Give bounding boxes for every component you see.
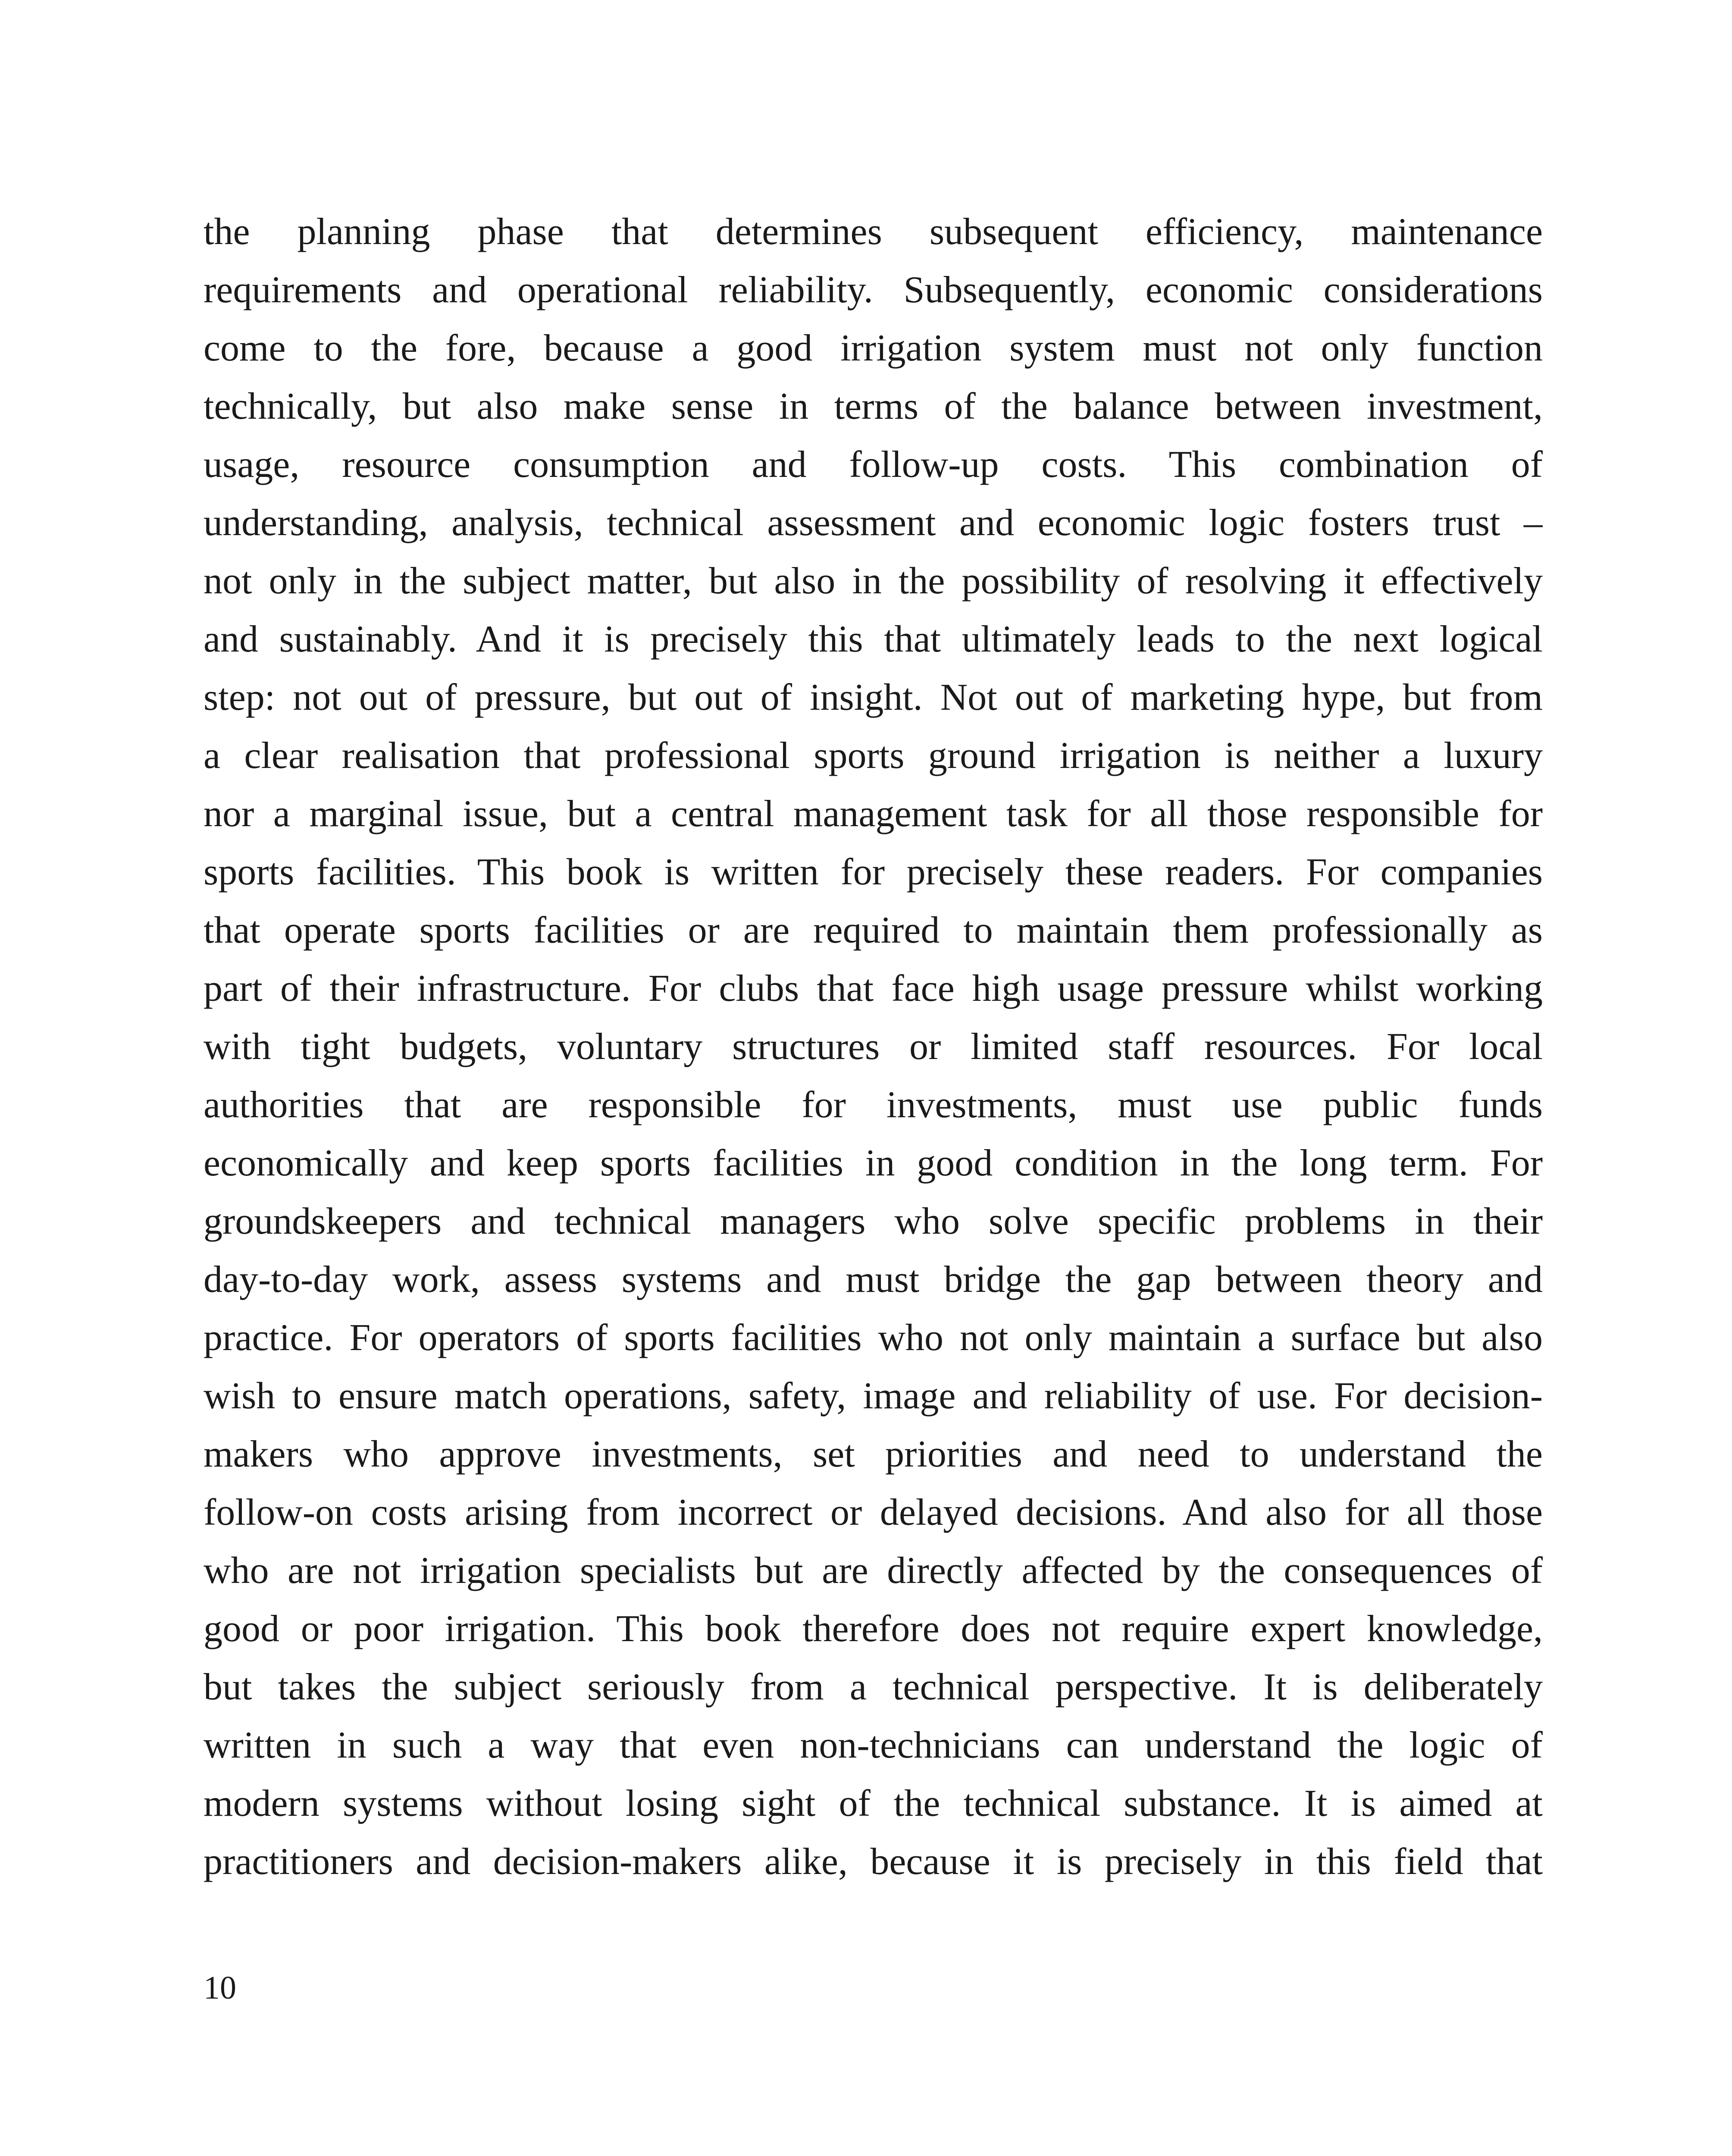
text-line: economically and keep sports facilities in good condition in the long term. For — [204, 1142, 1543, 1184]
text-line: good or poor irrigation. This book therefore does not require expert knowledge, — [204, 1608, 1543, 1650]
text-line: authorities that are responsible for investments, must use public funds — [204, 1084, 1543, 1126]
text-line: groundskeepers and technical managers who solve specific problems in their — [204, 1200, 1543, 1242]
text-line: that operate sports facilities or are required to maintain them professionally as — [204, 909, 1543, 951]
text-line: practice. For operators of sports facilities who not only maintain a surface but also — [204, 1317, 1543, 1359]
text-line: and sustainably. And it is precisely this that ultimately leads to the next logical — [204, 618, 1543, 660]
text-line: with tight budgets, voluntary structures or limited staff resources. For local — [204, 1026, 1543, 1068]
text-line: written in such a way that even non-technicians can understand the logic of — [204, 1724, 1543, 1766]
text-line: who are not irrigation specialists but are directly affected by the consequences of — [204, 1550, 1543, 1592]
text-line: practitioners and decision-makers alike, because it is precisely in this field that — [204, 1841, 1543, 1883]
body-paragraph — [204, 203, 1543, 1891]
text-line: step: not out of pressure, but out of insight. Not out of marketing hype, but from — [204, 677, 1543, 718]
text-line: modern systems without losing sight of the technical substance. It is aimed at — [204, 1783, 1543, 1824]
text-line: not only in the subject matter, but also in the possibility of resolving it effectively — [204, 560, 1543, 602]
text-line: sports facilities. This book is written for precisely these readers. For companies — [204, 851, 1543, 893]
text-line: makers who approve investments, set priorities and need to understand the — [204, 1433, 1543, 1475]
text-line: requirements and operational reliability. Subsequently, economic considerations — [204, 269, 1543, 311]
text-line: day-to-day work, assess systems and must bridge the gap between theory and — [204, 1259, 1543, 1300]
text-line: but takes the subject seriously from a technical perspective. It is deliberately — [204, 1666, 1543, 1708]
text-line: a clear realisation that professional sports ground irrigation is neither a luxury — [204, 735, 1543, 777]
text-line: follow-on costs arising from incorrect or delayed decisions. And also for all those — [204, 1492, 1543, 1533]
text-line: the planning phase that determines subsequent efficiency, maintenance — [204, 211, 1543, 253]
page-number: 10 — [204, 1970, 236, 2006]
text-line: usage, resource consumption and follow-up costs. This combination of — [204, 444, 1543, 486]
text-line: understanding, analysis, technical assessment and economic logic fosters trust – — [204, 502, 1543, 544]
text-line: wish to ensure match operations, safety, image and reliability of use. For decision- — [204, 1375, 1543, 1417]
text-line: come to the fore, because a good irrigation system must not only function — [204, 327, 1543, 369]
text-line: part of their infrastructure. For clubs that face high usage pressure whilst working — [204, 968, 1543, 1009]
text-line: technically, but also make sense in terms of the balance between investment, — [204, 385, 1543, 427]
text-line: nor a marginal issue, but a central management task for all those responsible for — [204, 793, 1543, 835]
